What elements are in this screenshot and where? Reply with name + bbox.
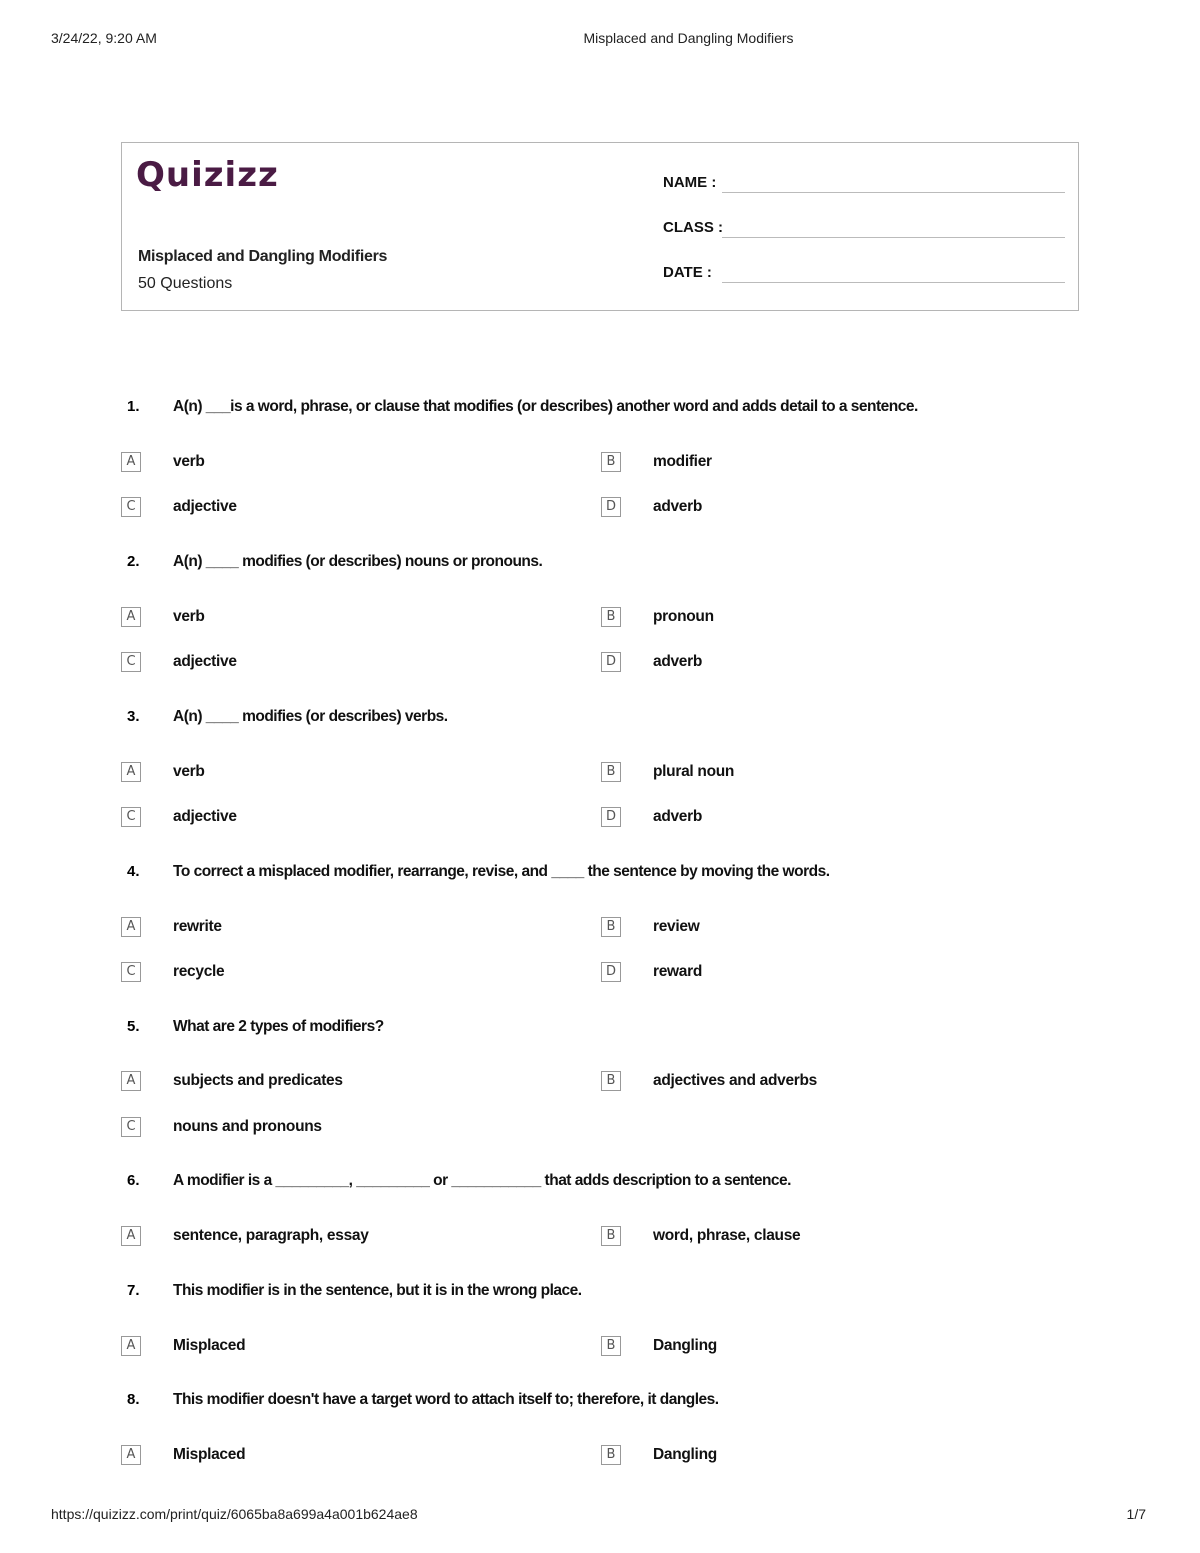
option-a[interactable] [121,1071,561,1093]
option-text: pronoun [653,608,714,625]
date-line [722,282,1065,283]
option-text: nouns and pronouns [173,1118,322,1135]
question-number: 2. [127,553,140,570]
option-letter-box: D [601,962,621,982]
option-text: rewrite [173,918,222,935]
option-text: word, phrase, clause [653,1227,801,1244]
option-text: adverb [653,498,703,515]
option-letter-box: C [121,1117,141,1137]
option-letter-box: A [121,1226,141,1246]
class-line [722,237,1065,238]
name-field [663,171,1065,193]
option-c[interactable] [121,497,561,519]
option-letter-box: A [121,917,141,937]
name-label: NAME : [663,174,717,191]
option-c[interactable] [121,807,561,829]
option-text: modifier [653,453,712,470]
option-letter-box: B [601,1445,621,1465]
option-text: verb [173,763,205,780]
option-a[interactable] [121,1226,561,1248]
option-letter-box: D [601,497,621,517]
quizizz-logo: Quizizz [136,155,279,195]
option-a[interactable] [121,917,561,939]
option-a[interactable] [121,1445,561,1467]
option-text: adjectives and adverbs [653,1072,817,1089]
option-c[interactable] [121,1117,561,1139]
option-letter-box: D [601,652,621,672]
option-letter-box: B [601,1226,621,1246]
option-text: adjective [173,498,237,515]
question-3 [121,708,1081,825]
option-letter-box: C [121,962,141,982]
worksheet-header [121,142,1079,311]
option-text: adjective [173,808,237,825]
option-text: Dangling [653,1337,717,1354]
option-text: reward [653,963,703,980]
option-text: sentence, paragraph, essay [173,1227,369,1244]
option-letter-box: C [121,807,141,827]
option-a[interactable] [121,762,561,784]
question-4 [121,863,1081,980]
option-d[interactable] [601,497,1041,519]
option-letter-box: A [121,1071,141,1091]
option-letter-box: B [601,1336,621,1356]
option-text: review [653,918,700,935]
option-text: verb [173,608,205,625]
option-letter-box: A [121,452,141,472]
option-b[interactable] [601,1445,1041,1467]
option-b[interactable] [601,762,1041,784]
option-d[interactable] [601,807,1041,829]
name-line [722,192,1065,193]
option-b[interactable] [601,1226,1041,1248]
option-c[interactable] [121,962,561,984]
option-letter-box: A [121,762,141,782]
option-a[interactable] [121,452,561,474]
option-letter-box: C [121,497,141,517]
option-letter-box: A [121,1445,141,1465]
question-number: 6. [127,1172,140,1189]
option-text: subjects and predicates [173,1072,343,1089]
option-text: Dangling [653,1446,717,1463]
question-number: 4. [127,863,140,880]
option-letter-box: C [121,652,141,672]
option-letter-box: B [601,762,621,782]
question-text: A(n) ____ modifies (or describes) verbs. [173,708,448,725]
option-text: plural noun [653,763,735,780]
option-letter-box: B [601,452,621,472]
option-c[interactable] [121,652,561,674]
question-text: This modifier is in the sentence, but it is in the wrong place. [173,1282,582,1299]
question-2 [121,553,1081,670]
question-number: 5. [127,1018,140,1035]
question-text: What are 2 types of modifiers? [173,1018,384,1035]
question-number: 7. [127,1282,140,1299]
option-a[interactable] [121,1336,561,1358]
question-number: 3. [127,708,140,725]
question-5 [121,1018,1081,1135]
question-text: A(n) ____ modifies (or describes) nouns or pronouns. [173,553,543,570]
question-text: A modifier is a _________, _________ or ___________ that adds description to a sentence. [173,1172,791,1189]
option-letter-box: B [601,917,621,937]
print-footer [0,1506,1200,1526]
question-1 [121,398,1081,515]
question-number: 8. [127,1391,140,1408]
option-letter-box: D [601,807,621,827]
question-6 [121,1172,1081,1244]
print-header [0,30,1200,50]
date-field [663,261,1065,283]
option-text: Misplaced [173,1337,246,1354]
option-a[interactable] [121,607,561,629]
page-number: 1/7 [1126,1506,1146,1522]
option-d[interactable] [601,652,1041,674]
option-text: recycle [173,963,225,980]
date-label: DATE : [663,264,712,281]
class-label: CLASS : [663,219,723,236]
question-count: 50 Questions [138,275,233,292]
option-b[interactable] [601,452,1041,474]
option-letter-box: B [601,607,621,627]
question-number: 1. [127,398,140,415]
question-8 [121,1391,1081,1463]
option-text: Misplaced [173,1446,246,1463]
option-letter-box: A [121,1336,141,1356]
print-url[interactable]: https://quizizz.com/print/quiz/6065ba8a699a4a001b624ae8 [51,1506,418,1522]
option-letter-box: B [601,1071,621,1091]
question-text: A(n) ___is a word, phrase, or clause that modifies (or describes) another word and adds detail to a sentence. [173,398,918,415]
print-title: Misplaced and Dangling Modifiers [583,30,794,46]
option-text: verb [173,453,205,470]
option-b[interactable] [601,917,1041,939]
class-field [663,216,1065,238]
option-letter-box: A [121,607,141,627]
option-b[interactable] [601,1071,1041,1093]
option-b[interactable] [601,1336,1041,1358]
question-text: This modifier doesn't have a target word to attach itself to; therefore, it dangles. [173,1391,719,1408]
option-text: adjective [173,653,237,670]
option-text: adverb [653,808,703,825]
print-datetime: 3/24/22, 9:20 AM [51,30,157,46]
option-b[interactable] [601,607,1041,629]
option-text: adverb [653,653,703,670]
question-text: To correct a misplaced modifier, rearrange, revise, and ____ the sentence by moving the words. [173,863,830,880]
question-7 [121,1282,1081,1354]
option-d[interactable] [601,962,1041,984]
quiz-title: Misplaced and Dangling Modifiers [138,248,388,265]
